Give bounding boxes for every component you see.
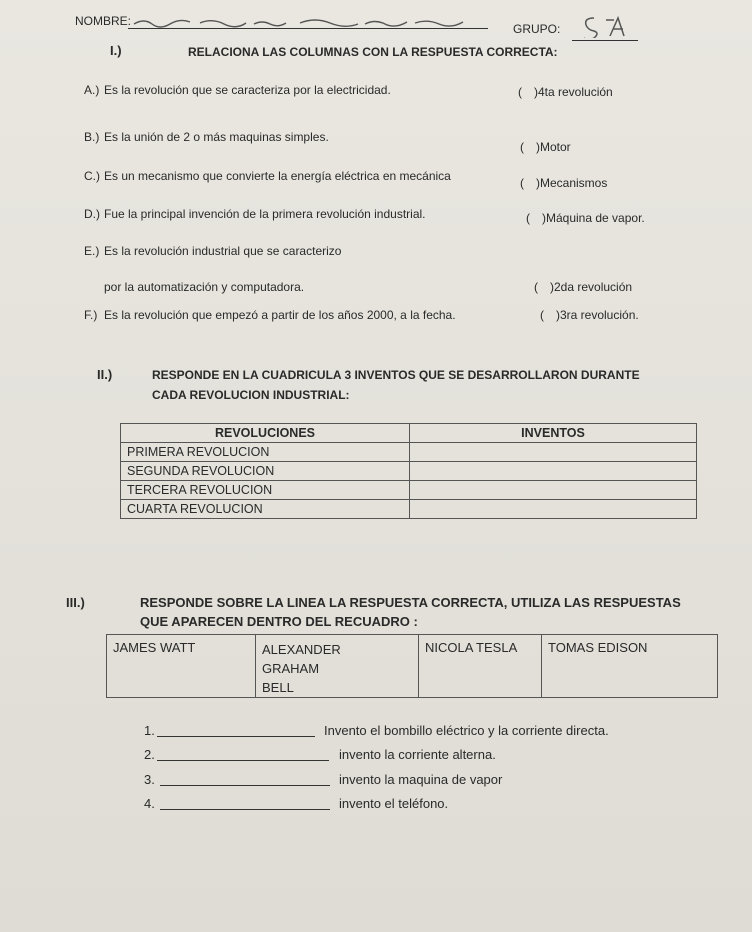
item2-answer-line[interactable] — [157, 748, 329, 761]
question-d-text: Fue la principal invención de la primera revolución industrial. — [104, 207, 426, 221]
question-a-letter: A.) — [84, 83, 100, 97]
inventos-cell[interactable] — [410, 481, 697, 500]
table-row — [121, 462, 697, 481]
box-alexander-text: ALEXANDER GRAHAM BELL — [262, 642, 341, 695]
row-label: SEGUNDA REVOLUCION — [121, 462, 410, 481]
question-e-text-cont: por la automatización y computadora. — [104, 280, 305, 294]
inventos-cell[interactable] — [410, 443, 697, 462]
inventos-cell[interactable] — [410, 462, 697, 481]
question-a-text: Es la revolución que se caracteriza por la electricidad. — [104, 83, 391, 97]
table-header-inventos: INVENTOS — [410, 424, 697, 443]
question-b-letter: B.) — [84, 130, 100, 144]
nombre-label: NOMBRE: — [75, 14, 132, 28]
table-row — [121, 443, 697, 462]
inventos-cell[interactable] — [410, 500, 697, 519]
box-tomas-edison: TOMAS EDISON — [542, 635, 718, 698]
question-f-text: Es la revolución que empezó a partir de los años 2000, a la fecha. — [104, 308, 456, 322]
question-f-letter: F.) — [84, 308, 98, 322]
answer-box — [106, 634, 718, 698]
grupo-label: GRUPO: — [513, 22, 561, 36]
item4-answer-line[interactable] — [160, 797, 330, 810]
section3-number: III.) — [66, 595, 85, 610]
answer-6: ( )3ra revolución. — [540, 308, 639, 322]
row-label: PRIMERA REVOLUCION — [121, 443, 410, 462]
question-c-letter: C.) — [84, 169, 100, 183]
item2-text: invento la corriente alterna. — [339, 747, 496, 762]
answer-1: ( )4ta revolución — [518, 85, 613, 99]
answer-3: ( )Mecanismos — [520, 176, 608, 190]
item2-number: 2. — [144, 747, 155, 762]
section2-title-line1: RESPONDE EN LA CUADRICULA 3 INVENTOS QUE SE DESARROLLARON DURANTE — [152, 368, 640, 382]
table-row — [121, 500, 697, 519]
section2-title-line2: CADA REVOLUCION INDUSTRIAL: — [152, 388, 350, 402]
question-e-text: Es la revolución industrial que se caracterizo — [104, 244, 342, 258]
question-d-letter: D.) — [84, 207, 100, 221]
item1-answer-line[interactable] — [157, 724, 315, 737]
section3-title-line2: QUE APARECEN DENTRO DEL RECUADRO : — [140, 614, 418, 629]
grupo-handwriting — [580, 14, 640, 38]
item4-number: 4. — [144, 796, 155, 811]
section1-number: I.) — [110, 43, 122, 58]
table-header-revoluciones: REVOLUCIONES — [121, 424, 410, 443]
item3-text: invento la maquina de vapor — [339, 772, 503, 787]
item3-answer-line[interactable] — [160, 773, 330, 786]
section1-title: RELACIONA LAS COLUMNAS CON LA RESPUESTA CORRECTA: — [188, 45, 558, 59]
revolutions-table — [120, 423, 697, 519]
row-label: TERCERA REVOLUCION — [121, 481, 410, 500]
nombre-handwriting — [130, 14, 490, 30]
item4-text: invento el teléfono. — [339, 796, 449, 811]
question-e-letter: E.) — [84, 244, 100, 258]
item1-text: Invento el bombillo eléctrico y la corriente directa. — [324, 723, 609, 738]
section2-number: II.) — [97, 367, 113, 382]
grupo-field[interactable] — [572, 38, 638, 41]
question-c-text: Es un mecanismo que convierte la energía eléctrica en mecánica — [104, 169, 451, 183]
answer-4: ( )Máquina de vapor. — [526, 211, 645, 225]
box-alexander-graham-bell — [256, 635, 419, 698]
item3-number: 3. — [144, 772, 155, 787]
answer-2: ( )Motor — [520, 140, 571, 154]
item1-number: 1. — [144, 723, 155, 738]
box-nicola-tesla: NICOLA TESLA — [419, 635, 542, 698]
table-row — [121, 481, 697, 500]
box-james-watt: JAMES WATT — [107, 635, 256, 698]
answer-5: ( )2da revolución — [534, 280, 633, 294]
row-label: CUARTA REVOLUCION — [121, 500, 410, 519]
section3-title-line1: RESPONDE SOBRE LA LINEA LA RESPUESTA CORRECTA, UTILIZA LAS RESPUESTAS — [140, 595, 681, 610]
question-b-text: Es la unión de 2 o más maquinas simples. — [104, 130, 329, 144]
